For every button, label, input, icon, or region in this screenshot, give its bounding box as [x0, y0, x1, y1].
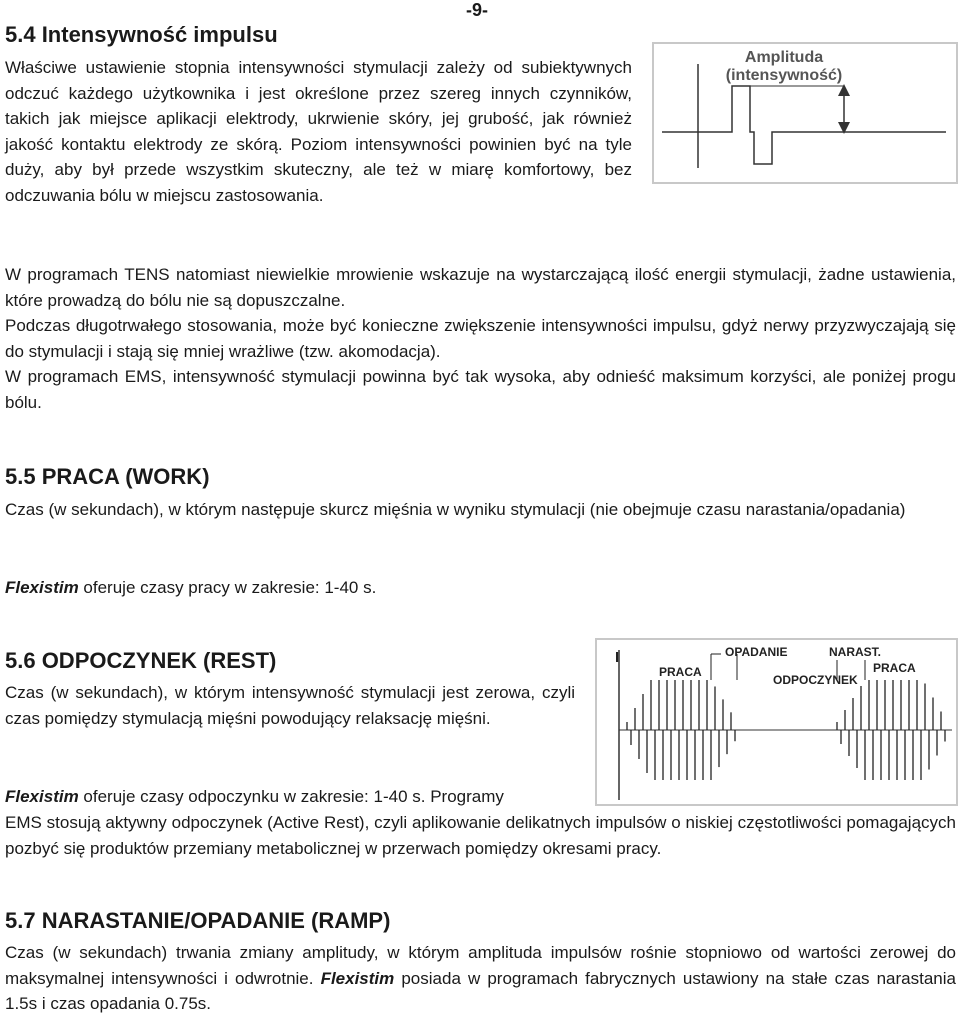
section-title-5-6: 5.6 ODPOCZYNEK (REST): [5, 648, 277, 673]
section-5-6-paragraph: [5, 680, 575, 731]
section-5-5-range: [5, 575, 956, 601]
label-praca-1: PRACA: [659, 665, 702, 679]
section-5-6-active-rest: [5, 810, 956, 861]
paragraph-accommodation: Podczas długotrwałego stosowania, może być konieczne zwiększenie intensywności impulsu, gdyż nerwy przyzwyczajają się do stymulacji i stają się mniej wrażliwe (tzw. akomodacja).: [5, 316, 956, 361]
paragraph-text: EMS stosują aktywny odpoczynek (Active Rest), czyli aplikowanie delikatnych impulsów o niskiej częstotliwości pomagających pozbyć się produktów przemiany metabolicznej w przerwach pomiędzy okresami pracy.: [5, 813, 956, 858]
section-5-6-range: [5, 784, 956, 810]
amplitude-figure: [652, 42, 958, 184]
section-5-4-intro-paragraph: [5, 55, 632, 208]
ramp-text-part-1: Czas (w sekundach) trwania zmiany amplitudy, w którym amplituda impulsów rośnie stopniowo od wartości zerowej do maksymalnej intensywności i odwrotnie.: [5, 943, 956, 988]
page-number: -9-: [466, 0, 488, 20]
brand-name: Flexistim: [320, 968, 395, 988]
section-title-5-5: 5.5 PRACA (WORK): [5, 464, 210, 489]
figure-label-amplitude: Amplituda: [744, 49, 824, 66]
work-range-text: oferuje czasy pracy w zakresie: 1-40 s.: [78, 578, 377, 597]
section-5-7-paragraph: [5, 940, 956, 1017]
label-odpoczynek: ODPOCZYNEK: [773, 673, 858, 687]
label-praca-2: PRACA: [873, 661, 916, 675]
rest-range-text: oferuje czasy odpoczynku w zakresie: 1-40 s. Programy: [78, 787, 504, 806]
brand-name: Flexistim: [5, 578, 79, 597]
section-5-5-paragraph: [5, 497, 956, 523]
label-opadanie: OPADANIE: [725, 645, 788, 659]
brand-name: Flexistim: [5, 787, 79, 806]
pulse-waveform: [662, 86, 946, 164]
paragraph-ems: W programach EMS, intensywność stymulacji powinna być tak wysoka, aby odnieść maksimum korzyści, ale poniżej progu bólu.: [5, 367, 956, 412]
axis-label-i: I: [615, 649, 620, 666]
figure-label-intensity: (intensywność): [725, 67, 843, 84]
section-5-4-details: [5, 262, 956, 415]
section-title-5-7: 5.7 NARASTANIE/OPADANIE (RAMP): [5, 908, 391, 933]
amplitude-pulse-diagram: [654, 44, 956, 182]
paragraph-text: Czas (w sekundach), w którym intensywność stymulacji jest zerowa, czyli czas pomiędzy stymulacją mięśni powodujący relaksację mięśni.: [5, 683, 575, 728]
label-narast: NARAST.: [829, 645, 882, 659]
paragraph-tens: W programach TENS natomiast niewielkie mrowienie wskazuje na wystarczającą ilość energii stymulacji, żadne ustawienia, które prowadzą do bólu nie są dopuszczalne.: [5, 265, 956, 310]
paragraph-text: Czas (w sekundach), w którym następuje skurcz mięśnia w wyniku stymulacji (nie obejmuje czasu narastania/opadania): [5, 500, 906, 519]
paragraph-text: Właściwe ustawienie stopnia intensywności stymulacji zależy od subiektywnych odczuć każdego użytkownika i jest określone przez szereg innych czynników, takich jak miejsce aplikacji elektrody, ukrwienie skóry, jej grubość, jak również jakość kontaktu elektrody ze skórą. Poziom intensywności powinien być na tyle duży, aby był przede wszystkim skuteczny, ale też w miarę komfortowy, bez odczuwania bólu w miejscu zastosowania.: [5, 58, 632, 205]
work-rest-figure: [595, 638, 958, 806]
work-rest-diagram: [597, 640, 956, 804]
section-title-5-4: 5.4 Intensywność impulsu: [5, 22, 278, 47]
ramp-text-part-2: posiada w programach fabrycznych ustawiony na stałe czas narastania 1.5s i czas opadania 0.75s.: [5, 968, 956, 1013]
